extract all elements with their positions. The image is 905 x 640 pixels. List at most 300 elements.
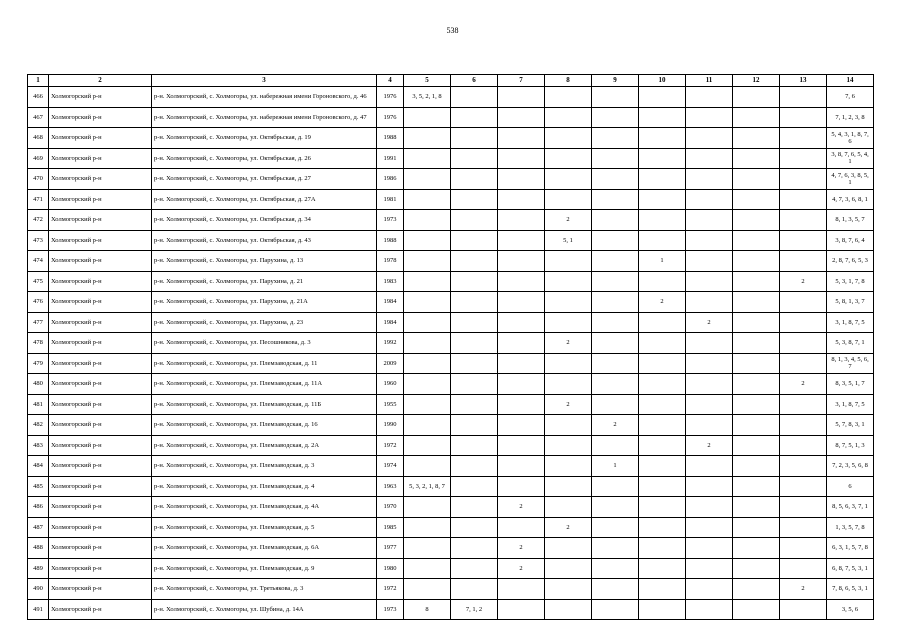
table-cell: 6, 3, 1, 5, 7, 8 <box>827 538 874 559</box>
table-cell: 2 <box>639 292 686 313</box>
table-cell <box>545 374 592 395</box>
table-cell <box>686 292 733 313</box>
table-cell <box>780 517 827 538</box>
table-cell: 1973 <box>377 599 404 620</box>
table-cell <box>592 128 639 149</box>
table-cell: Холмогорский р-н <box>49 538 152 559</box>
table-cell <box>545 128 592 149</box>
table-cell <box>639 558 686 579</box>
table-cell <box>451 148 498 169</box>
table-cell <box>780 333 827 354</box>
table-cell <box>780 394 827 415</box>
table-cell: Холмогорский р-н <box>49 476 152 497</box>
table-cell: 486 <box>28 497 49 518</box>
table-cell <box>686 579 733 600</box>
table-cell: 473 <box>28 230 49 251</box>
table-cell <box>404 333 451 354</box>
table-cell: 5, 3, 2, 1, 8, 7 <box>404 476 451 497</box>
column-header: 6 <box>451 75 498 87</box>
table-cell <box>639 148 686 169</box>
table-cell <box>686 148 733 169</box>
table-cell <box>404 538 451 559</box>
table-cell <box>639 435 686 456</box>
table-cell <box>639 517 686 538</box>
table-cell <box>498 415 545 436</box>
table-cell <box>545 558 592 579</box>
table-cell <box>404 415 451 436</box>
table-cell <box>733 353 780 374</box>
table-cell <box>733 394 780 415</box>
table-cell <box>451 476 498 497</box>
table-cell: 7, 8, 6, 5, 3, 1 <box>827 579 874 600</box>
table-cell <box>733 456 780 477</box>
table-cell <box>404 271 451 292</box>
table-row <box>28 456 874 477</box>
table-cell <box>592 271 639 292</box>
table-cell <box>639 394 686 415</box>
table-cell: 1988 <box>377 128 404 149</box>
table-cell <box>592 312 639 333</box>
table-cell: 5, 7, 8, 3, 1 <box>827 415 874 436</box>
table-cell: 1963 <box>377 476 404 497</box>
table-cell <box>545 292 592 313</box>
table-cell: 1983 <box>377 271 404 292</box>
table-cell: 1976 <box>377 107 404 128</box>
table-cell: 1970 <box>377 497 404 518</box>
table-row <box>28 128 874 149</box>
table-cell <box>592 497 639 518</box>
table-cell: 1973 <box>377 210 404 231</box>
table-row <box>28 394 874 415</box>
table-row <box>28 87 874 108</box>
table-cell: 2 <box>545 333 592 354</box>
table-cell <box>592 148 639 169</box>
table-cell <box>686 456 733 477</box>
table-cell <box>733 107 780 128</box>
table-cell: 474 <box>28 251 49 272</box>
table-cell <box>545 476 592 497</box>
table-cell <box>451 128 498 149</box>
table-cell: р-н. Холмогорский, с. Холмогоры, ул. Октябрьская, д. 19 <box>152 128 377 149</box>
table-row <box>28 353 874 374</box>
table-cell <box>686 87 733 108</box>
table-cell <box>639 456 686 477</box>
column-header: 5 <box>404 75 451 87</box>
table-row <box>28 517 874 538</box>
table-cell <box>686 189 733 210</box>
table-cell: р-н. Холмогорский, с. Холмогоры, ул. Племзаводская, д. 16 <box>152 415 377 436</box>
table-cell <box>545 189 592 210</box>
table-cell <box>733 87 780 108</box>
table-cell <box>780 538 827 559</box>
table-cell <box>733 415 780 436</box>
table-cell <box>780 128 827 149</box>
table-row <box>28 599 874 620</box>
table-cell: 4, 7, 3, 6, 8, 1 <box>827 189 874 210</box>
table-cell <box>451 579 498 600</box>
table-cell: 1992 <box>377 333 404 354</box>
table-cell: р-н. Холмогорский, с. Холмогоры, ул. Песошникова, д. 3 <box>152 333 377 354</box>
table-cell <box>733 333 780 354</box>
table-cell <box>545 599 592 620</box>
table-cell <box>686 251 733 272</box>
table-row <box>28 333 874 354</box>
table-cell: Холмогорский р-н <box>49 107 152 128</box>
table-cell <box>592 251 639 272</box>
table-cell: 2 <box>686 435 733 456</box>
table-cell: 466 <box>28 87 49 108</box>
table-cell <box>404 107 451 128</box>
table-cell <box>592 353 639 374</box>
table-cell <box>592 558 639 579</box>
table-cell <box>780 435 827 456</box>
table-cell <box>498 107 545 128</box>
table-cell <box>592 599 639 620</box>
table-cell <box>733 435 780 456</box>
table-cell <box>639 189 686 210</box>
table-cell: р-н. Холмогорский, с. Холмогоры, ул. Шубина, д. 14А <box>152 599 377 620</box>
table-cell <box>639 579 686 600</box>
table-cell: 478 <box>28 333 49 354</box>
table-cell: 491 <box>28 599 49 620</box>
table-cell: 1 <box>639 251 686 272</box>
table-cell: р-н. Холмогорский, с. Холмогоры, ул. Октябрьская, д. 34 <box>152 210 377 231</box>
table-cell: 476 <box>28 292 49 313</box>
table-cell <box>592 374 639 395</box>
table-cell <box>451 333 498 354</box>
table-row <box>28 148 874 169</box>
register-table <box>27 74 874 620</box>
table-cell <box>451 210 498 231</box>
table-cell: р-н. Холмогорский, с. Холмогоры, ул. Племзаводская, д. 2А <box>152 435 377 456</box>
table-cell <box>404 128 451 149</box>
table-cell <box>780 148 827 169</box>
table-cell: Холмогорский р-н <box>49 579 152 600</box>
table-cell <box>545 169 592 190</box>
table-cell <box>404 517 451 538</box>
table-cell <box>733 189 780 210</box>
table-cell <box>498 476 545 497</box>
table-cell <box>404 579 451 600</box>
table-cell <box>404 169 451 190</box>
table-cell <box>451 497 498 518</box>
table-cell <box>451 415 498 436</box>
table-cell: 480 <box>28 374 49 395</box>
table-cell: 477 <box>28 312 49 333</box>
table-cell <box>639 128 686 149</box>
table-cell <box>545 353 592 374</box>
table-cell: 1986 <box>377 169 404 190</box>
table-cell: р-н. Холмогорский, с. Холмогоры, ул. Октябрьская, д. 27А <box>152 189 377 210</box>
table-cell: р-н. Холмогорский, с. Холмогоры, ул. Парухина, д. 13 <box>152 251 377 272</box>
table-cell: 470 <box>28 169 49 190</box>
table-row <box>28 558 874 579</box>
table-cell: 1978 <box>377 251 404 272</box>
table-cell: р-н. Холмогорский, с. Холмогоры, ул. Племзаводская, д. 4А <box>152 497 377 518</box>
table-cell: 3, 8, 7, 6, 4 <box>827 230 874 251</box>
table-row <box>28 579 874 600</box>
table-cell <box>545 415 592 436</box>
column-header: 8 <box>545 75 592 87</box>
table-cell <box>780 169 827 190</box>
table-cell <box>686 497 733 518</box>
table-cell <box>639 353 686 374</box>
table-cell <box>592 210 639 231</box>
table-cell: 1972 <box>377 435 404 456</box>
table-cell: 471 <box>28 189 49 210</box>
table-row <box>28 107 874 128</box>
table-cell <box>498 251 545 272</box>
table-cell <box>498 148 545 169</box>
table-cell <box>498 435 545 456</box>
table-cell: р-н. Холмогорский, с. Холмогоры, ул. Октябрьская, д. 27 <box>152 169 377 190</box>
table-cell: 488 <box>28 538 49 559</box>
table-cell: Холмогорский р-н <box>49 394 152 415</box>
table-cell: 3, 5, 2, 1, 8 <box>404 87 451 108</box>
table-cell <box>639 415 686 436</box>
table-cell <box>639 599 686 620</box>
table-cell <box>733 210 780 231</box>
table-cell <box>686 394 733 415</box>
table-row <box>28 271 874 292</box>
table-cell <box>498 599 545 620</box>
table-cell <box>545 87 592 108</box>
table-cell <box>545 456 592 477</box>
table-cell <box>639 210 686 231</box>
table-cell <box>451 312 498 333</box>
table-cell <box>451 456 498 477</box>
table-cell: 3, 8, 7, 6, 5, 4, 1 <box>827 148 874 169</box>
table-cell <box>686 128 733 149</box>
column-header: 11 <box>686 75 733 87</box>
table-cell <box>592 333 639 354</box>
table-cell <box>780 558 827 579</box>
table-cell: 484 <box>28 456 49 477</box>
table-cell <box>733 251 780 272</box>
table-cell <box>733 148 780 169</box>
column-header: 9 <box>592 75 639 87</box>
table-cell <box>686 415 733 436</box>
table-row <box>28 292 874 313</box>
table-cell: р-н. Холмогорский, с. Холмогоры, ул. Племзаводская, д. 11Б <box>152 394 377 415</box>
table-cell: Холмогорский р-н <box>49 374 152 395</box>
table-cell: р-н. Холмогорский, с. Холмогоры, ул. набережная имени Гороновского, д. 46 <box>152 87 377 108</box>
table-cell <box>451 230 498 251</box>
table-cell: 469 <box>28 148 49 169</box>
table-cell <box>592 107 639 128</box>
table-cell <box>592 230 639 251</box>
table-cell: 6, 8, 7, 5, 3, 1 <box>827 558 874 579</box>
table-cell: 1985 <box>377 517 404 538</box>
table-cell: 7, 1, 2 <box>451 599 498 620</box>
table-cell: 5, 8, 1, 3, 7 <box>827 292 874 313</box>
table-cell <box>639 497 686 518</box>
table-cell: 2 <box>780 271 827 292</box>
table-cell: 483 <box>28 435 49 456</box>
table-cell: Холмогорский р-н <box>49 230 152 251</box>
table-cell <box>686 107 733 128</box>
table-cell <box>545 312 592 333</box>
table-cell: р-н. Холмогорский, с. Холмогоры, ул. Племзаводская, д. 4 <box>152 476 377 497</box>
table-cell: 7, 1, 2, 3, 8 <box>827 107 874 128</box>
table-cell <box>498 579 545 600</box>
table-cell <box>639 333 686 354</box>
table-cell: 1988 <box>377 230 404 251</box>
table-row <box>28 538 874 559</box>
table-cell <box>780 415 827 436</box>
table-cell <box>639 107 686 128</box>
table-cell: 1974 <box>377 456 404 477</box>
table-cell: Холмогорский р-н <box>49 210 152 231</box>
table-cell <box>639 538 686 559</box>
table-cell: 2009 <box>377 353 404 374</box>
table-cell: 481 <box>28 394 49 415</box>
table-cell: 489 <box>28 558 49 579</box>
table-cell <box>498 374 545 395</box>
table-cell <box>451 538 498 559</box>
column-header: 2 <box>49 75 152 87</box>
table-cell: 6 <box>827 476 874 497</box>
table-cell: р-н. Холмогорский, с. Холмогоры, ул. Племзаводская, д. 9 <box>152 558 377 579</box>
table-cell: Холмогорский р-н <box>49 435 152 456</box>
table-cell: Холмогорский р-н <box>49 128 152 149</box>
table-cell: р-н. Холмогорский, с. Холмогоры, ул. Октябрьская, д. 43 <box>152 230 377 251</box>
table-cell: р-н. Холмогорский, с. Холмогоры, ул. набережная имени Гороновского, д. 47 <box>152 107 377 128</box>
table-cell <box>733 579 780 600</box>
table-cell <box>639 271 686 292</box>
table-cell <box>780 312 827 333</box>
table-cell: 1955 <box>377 394 404 415</box>
table-cell <box>592 538 639 559</box>
table-cell <box>686 374 733 395</box>
table-cell <box>686 271 733 292</box>
table-cell: Холмогорский р-н <box>49 517 152 538</box>
table-row <box>28 415 874 436</box>
table-cell: 475 <box>28 271 49 292</box>
table-cell: 485 <box>28 476 49 497</box>
table-cell <box>592 394 639 415</box>
table-cell <box>404 251 451 272</box>
table-cell <box>545 497 592 518</box>
table-cell <box>451 394 498 415</box>
table-cell <box>733 312 780 333</box>
table-cell <box>639 476 686 497</box>
table-cell: 479 <box>28 353 49 374</box>
table-cell: 2 <box>545 517 592 538</box>
column-header: 3 <box>152 75 377 87</box>
table-cell <box>451 271 498 292</box>
table-cell: 8 <box>404 599 451 620</box>
table-cell: Холмогорский р-н <box>49 497 152 518</box>
table-cell: 2, 8, 7, 6, 5, 3 <box>827 251 874 272</box>
table-cell <box>404 497 451 518</box>
table-cell: 7, 6 <box>827 87 874 108</box>
table-cell <box>592 517 639 538</box>
table-cell: 2 <box>780 374 827 395</box>
table-cell <box>780 251 827 272</box>
page-number: 538 <box>446 26 459 35</box>
table-cell <box>451 251 498 272</box>
table-cell <box>451 107 498 128</box>
table-cell <box>780 497 827 518</box>
table-cell <box>592 579 639 600</box>
table-cell <box>404 394 451 415</box>
table-cell: 8, 5, 6, 3, 7, 1 <box>827 497 874 518</box>
table-cell: 490 <box>28 579 49 600</box>
table-cell: 5, 1 <box>545 230 592 251</box>
column-header: 13 <box>780 75 827 87</box>
table-cell <box>545 538 592 559</box>
table-cell: Холмогорский р-н <box>49 599 152 620</box>
table-row <box>28 251 874 272</box>
table-cell <box>545 435 592 456</box>
table-cell <box>733 292 780 313</box>
table-cell: р-н. Холмогорский, с. Холмогоры, ул. Октябрьская, д. 26 <box>152 148 377 169</box>
table-cell <box>451 435 498 456</box>
table-cell <box>592 292 639 313</box>
table-cell: р-н. Холмогорский, с. Холмогоры, ул. Третьякова, д. 3 <box>152 579 377 600</box>
table-cell: 8, 1, 3, 4, 5, 6, 7 <box>827 353 874 374</box>
table-cell <box>545 107 592 128</box>
table-cell <box>592 435 639 456</box>
table-cell <box>404 558 451 579</box>
table-cell <box>686 333 733 354</box>
column-header: 7 <box>498 75 545 87</box>
column-header: 12 <box>733 75 780 87</box>
table-cell: 3, 5, 6 <box>827 599 874 620</box>
table-cell: 1981 <box>377 189 404 210</box>
table-cell: 2 <box>545 394 592 415</box>
table-cell: 2 <box>686 312 733 333</box>
table-cell <box>498 210 545 231</box>
table-cell: 482 <box>28 415 49 436</box>
table-cell <box>545 251 592 272</box>
table-cell: р-н. Холмогорский, с. Холмогоры, ул. Племзаводская, д. 5 <box>152 517 377 538</box>
table-cell <box>592 189 639 210</box>
table-cell <box>686 599 733 620</box>
table-cell <box>498 292 545 313</box>
table-cell: 1980 <box>377 558 404 579</box>
table-body <box>28 87 874 620</box>
table-cell <box>545 579 592 600</box>
table-cell: Холмогорский р-н <box>49 169 152 190</box>
table-cell: 2 <box>545 210 592 231</box>
table-cell <box>545 148 592 169</box>
table-cell: 468 <box>28 128 49 149</box>
column-header: 10 <box>639 75 686 87</box>
table-cell <box>498 271 545 292</box>
table-cell <box>733 538 780 559</box>
table-cell: Холмогорский р-н <box>49 312 152 333</box>
table-cell <box>498 517 545 538</box>
table-cell <box>639 374 686 395</box>
table-cell <box>686 169 733 190</box>
column-header: 1 <box>28 75 49 87</box>
table-cell <box>639 230 686 251</box>
table-cell <box>780 599 827 620</box>
table-cell: Холмогорский р-н <box>49 353 152 374</box>
table-cell <box>733 271 780 292</box>
table-cell: 2 <box>498 538 545 559</box>
table-cell <box>639 169 686 190</box>
table-cell <box>733 230 780 251</box>
table-cell: 1990 <box>377 415 404 436</box>
table-cell <box>404 292 451 313</box>
table-cell: Холмогорский р-н <box>49 292 152 313</box>
table-cell <box>733 497 780 518</box>
table-cell <box>592 476 639 497</box>
table-cell <box>733 128 780 149</box>
